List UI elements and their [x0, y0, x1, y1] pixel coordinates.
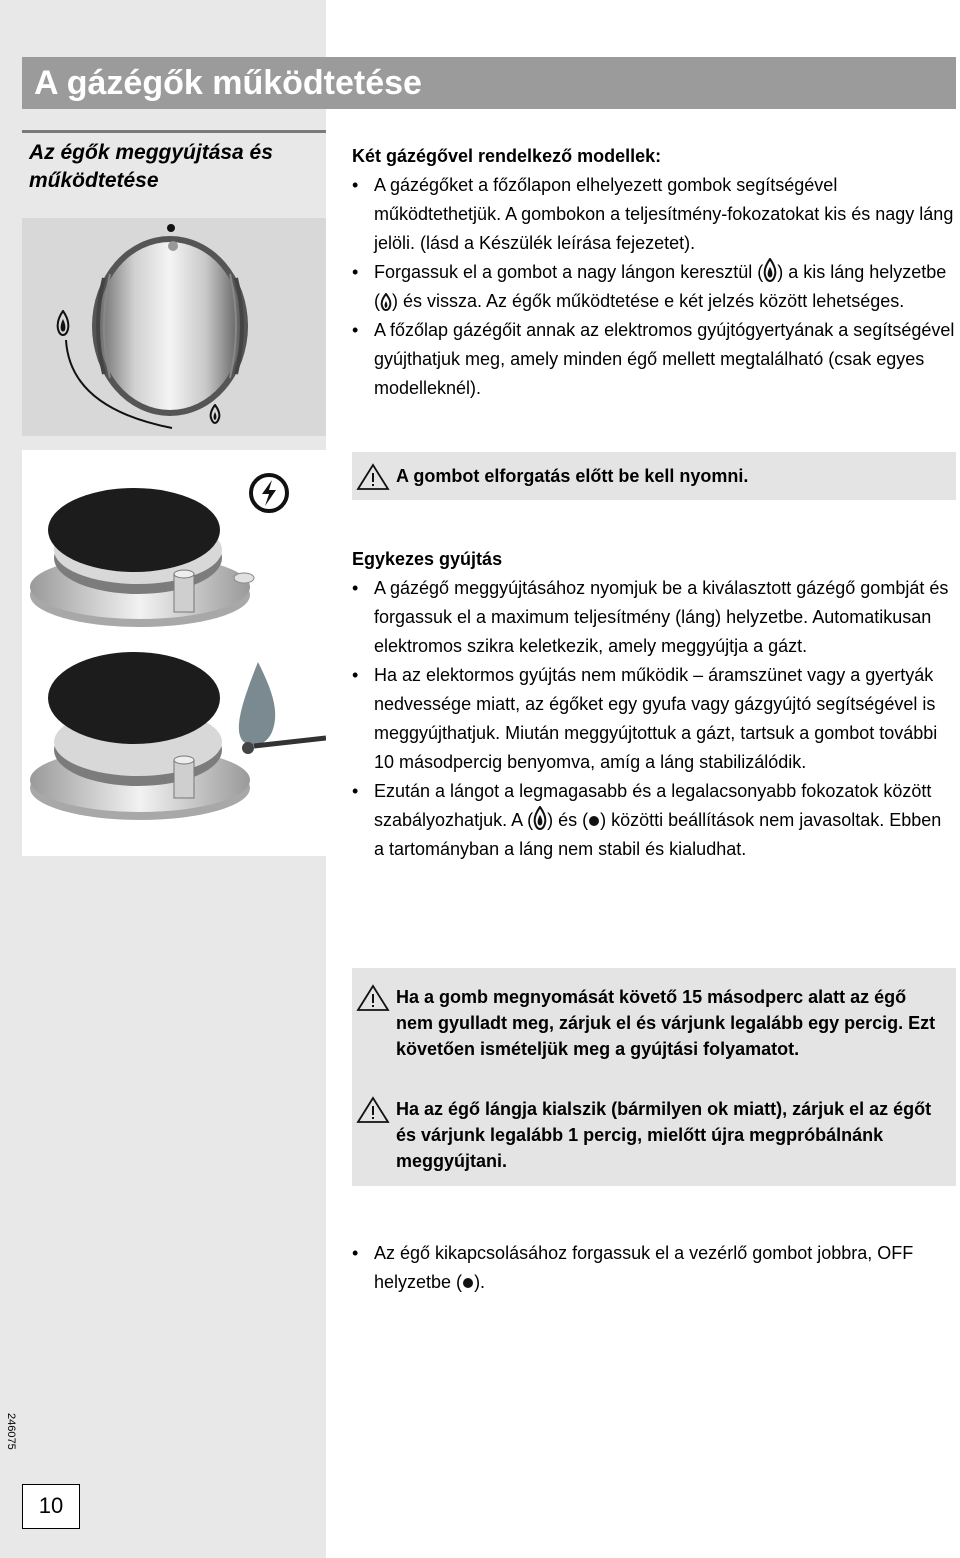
- section-title: Az égők meggyújtása és működtetése: [29, 141, 273, 192]
- off-dot-icon: [588, 815, 600, 827]
- page-number: 10: [22, 1484, 80, 1529]
- section-rule: [22, 130, 326, 133]
- warning-icon: [356, 463, 390, 491]
- list-item: • Forgassuk el a gombot a nagy lángon keresztül ( ) a kis láng helyzetbe ( ) és vissza. Az égők működtetése e két jelzés között lehetséges.: [352, 258, 956, 316]
- warning-no-ignition: Ha a gomb megnyomását követő 15 másodperc alatt az égő nem gyulladt meg, zárjuk el és várjunk legalább egy percig. Ezt követően ismételjük meg a gyújtási folyamatot.: [352, 984, 956, 1062]
- list-item: • Az égő kikapcsolásához forgassuk el a vezérlő gombot jobbra, OFF helyzetbe ( ).: [352, 1239, 956, 1297]
- page-title: A gázégők működtetése: [34, 64, 422, 102]
- two-burner-section: [352, 142, 956, 403]
- press-warning: A gombot elforgatás előtt be kell nyomni.: [352, 463, 956, 489]
- warning-icon: [356, 984, 390, 1012]
- list-item: • A gázégő meggyújtásához nyomjuk be a kiválasztott gázégő gombját és forgassuk el a maximum teljesítmény (láng) helyzetbe. Automatikusan elektromos szikra keletkezik, amely meggyújtja a gázt.: [352, 574, 956, 661]
- flame-large-icon: [56, 310, 70, 336]
- knob-illustration: [22, 218, 326, 436]
- press-warning-box: [352, 452, 956, 500]
- title-bar: [22, 57, 956, 109]
- off-dot-icon: [462, 1277, 474, 1289]
- warning-icon: [356, 1096, 390, 1124]
- two-burner-list: [352, 171, 956, 403]
- flame-small-icon: [209, 404, 221, 424]
- flame-small-icon: [380, 293, 392, 311]
- list-item: • Ezután a lángot a legmagasabb és a legalacsonyabb fokozatok között szabályozhatjuk. A ( ) és ( ) közötti beállítások nem javasoltak. Ebben a tartományban a láng nem stabil és kialudhat.: [352, 777, 956, 864]
- electric-ignition-icon: [248, 472, 290, 514]
- flame-large-icon: [763, 258, 777, 282]
- single-ignition-heading: Egykezes gyújtás: [352, 549, 503, 569]
- warning-flame-out: Ha az égő lángja kialszik (bármilyen ok miatt), zárjuk el az égőt és várjunk legalább 1 percig, mielőtt újra megpróbálnánk meggyújtani.: [352, 1096, 956, 1174]
- single-ignition-list: [352, 574, 956, 864]
- list-item: • A gázégőket a főzőlapon elhelyezett gombok segítségével működtethetjük. A gombokon a teljesítmény-fokozatokat kis és nagy láng jelöli. (lásd a Készülék leírása fejezetet).: [352, 171, 956, 258]
- flame-large-icon: [533, 806, 547, 830]
- off-list: [352, 1239, 956, 1297]
- two-burner-heading: Két gázégővel rendelkező modellek:: [352, 146, 662, 166]
- off-section: [352, 1239, 956, 1297]
- single-ignition-section: [352, 545, 956, 864]
- list-item: • A főzőlap gázégőit annak az elektromos gyújtógyertyának a segítségével gyújthatjuk meg, amely minden égő mellett megtalálható (csak egyes modelleknél).: [352, 316, 956, 403]
- burner-illustration: [22, 450, 326, 856]
- ignition-warning-box: [352, 968, 956, 1186]
- list-item: • Ha az elektormos gyújtás nem működik – áramszünet vagy a gyertyák nedvessége miatt, az égőket egy gyufa vagy gázgyújtó segítségével is meggyújthatjuk. Miután meggyújtottuk a gázt, tartsuk a gombot további 10 másodpercig benyomva, amíg a láng stabilizálódik.: [352, 661, 956, 777]
- document-code: 246075: [5, 1413, 17, 1450]
